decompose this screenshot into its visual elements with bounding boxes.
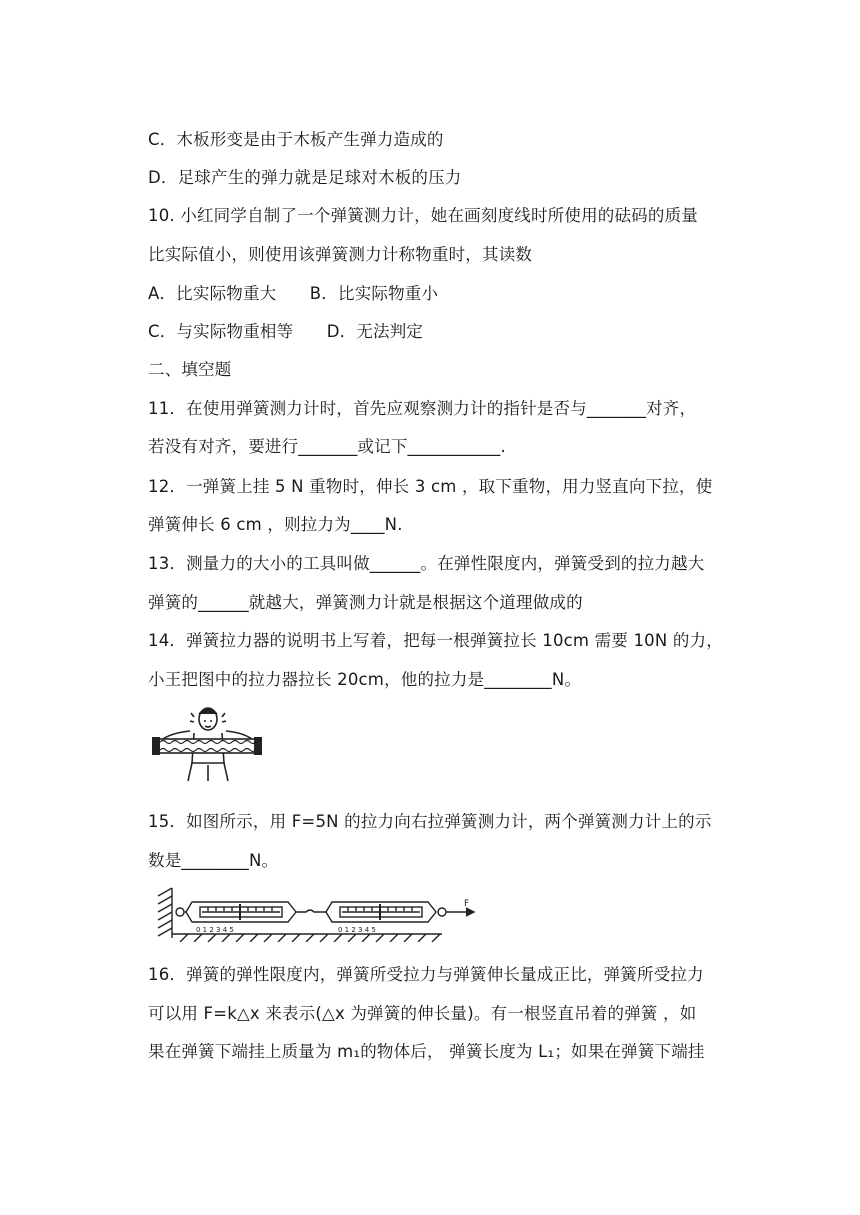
two-spring-balances-figure [150,884,490,942]
question-11-line-1: 11．在使用弹簧测力计时，首先应观察测力计的指针是否与_______对齐， [148,399,697,418]
balance-1-scale-marks: 0 1 2 3 4 5 [196,926,234,934]
question-12-line-1: 12．一弹簧上挂 5 N 重物时，伸长 3 cm ，取下重物，用力竖直向下拉，使 [148,477,713,496]
question-12-line-2: 弹簧伸长 6 cm ，则拉力为____N. [148,515,403,534]
section-heading-fill-in: 二、填空题 [148,360,232,379]
options-ab-q10: A．比实际物重大 B．比实际物重小 [148,284,439,303]
question-15-line-2: 数是________N。 [148,851,279,870]
question-16-line-3: 果在弹簧下端挂上质量为 m₁的物体后， 弹簧长度为 L₁；如果在弹簧下端挂 [148,1042,705,1061]
question-10-line-2: 比实际值小，则使用该弹簧测力计称物重时，其读数 [148,245,533,264]
question-13-line-2: 弹簧的______就越大，弹簧测力计就是根据这个道理做成的 [148,593,583,612]
question-14-line-2: 小王把图中的拉力器拉长 20cm，他的拉力是________N。 [148,670,582,689]
options-cd-q10: C．与实际物重相等 D．无法判定 [148,322,424,341]
question-13-line-1: 13．测量力的大小的工具叫做______。在弹性限度内，弹簧受到的拉力越大 [148,554,705,573]
option-c-q9: C．木板形变是由于木板产生弹力造成的 [148,130,444,149]
spring-balances-illustration [150,884,490,942]
question-10-line-1: 10. 小红同学自制了一个弹簧测力计，她在画刻度线时所使用的砝码的质量 [148,206,698,225]
balance-2-scale-marks: 0 1 2 3 4 5 [338,926,376,934]
question-16-line-2: 可以用 F=k△x 来表示(△x 为弹簧的伸长量)。有一根竖直吊着的弹簧 ，如 [148,1004,697,1023]
man-pulling-expander-illustration [150,703,262,783]
question-16-line-1: 16．弹簧的弹性限度内，弹簧所受拉力与弹簧伸长量成正比，弹簧所受拉力 [148,965,704,984]
option-d-q9: D．足球产生的弹力就是足球对木板的压力 [148,168,462,187]
question-15-line-1: 15．如图所示，用 F=5N 的拉力向右拉弹簧测力计，两个弹簧测力计上的示 [148,812,712,831]
question-14-line-1: 14．弹簧拉力器的说明书上写着，把每一根弹簧拉长 10cm 需要 10N 的力， [148,631,723,650]
spring-exerciser-figure [150,703,262,783]
question-11-line-2: 若没有对齐，要进行_______或记下___________. [148,437,506,456]
force-label: F [464,899,470,909]
